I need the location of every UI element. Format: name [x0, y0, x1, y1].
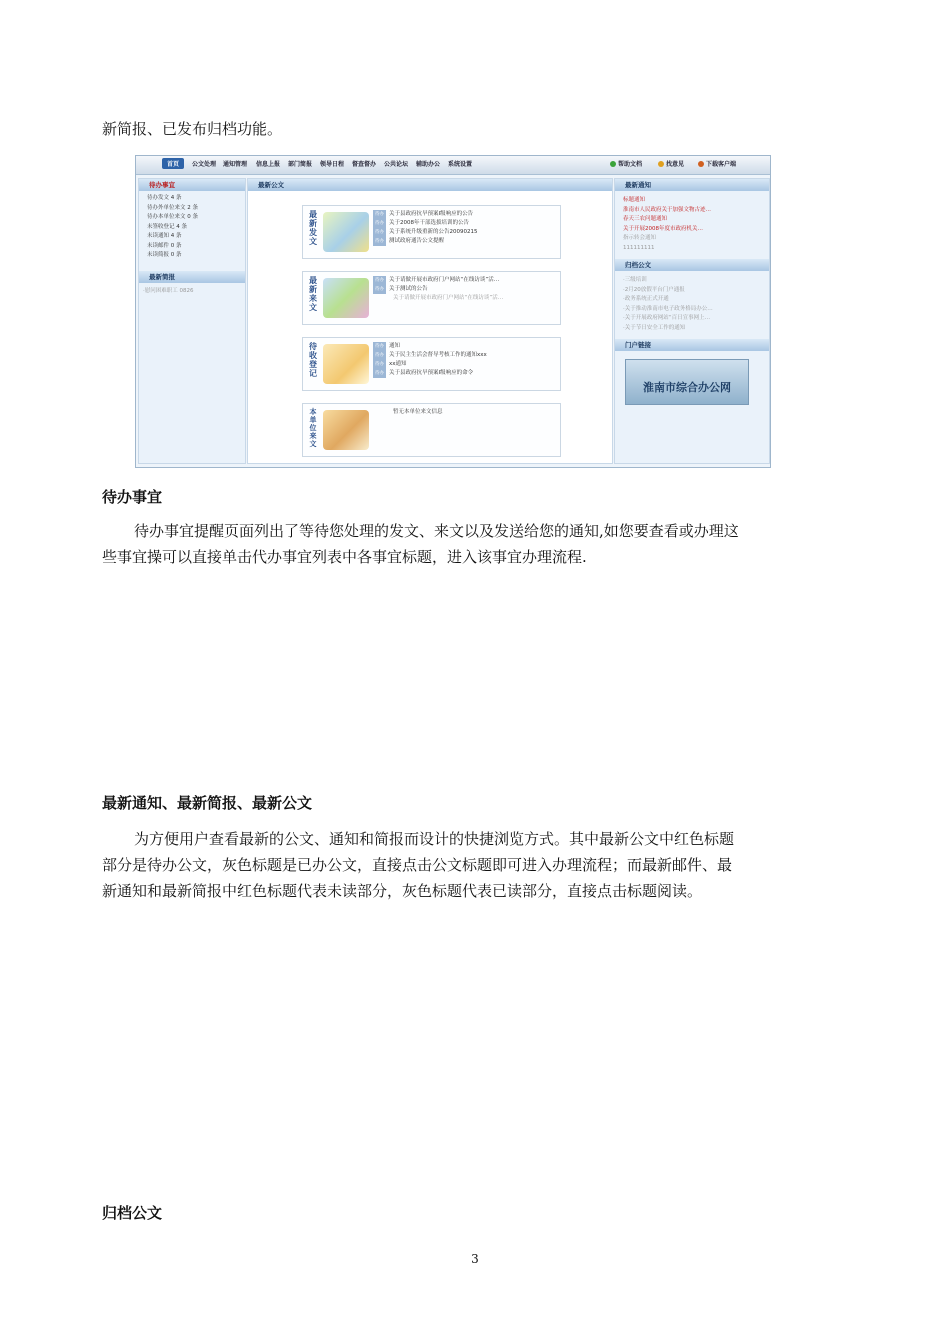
intro-line: 新简报、已发布归档功能。 [102, 120, 283, 138]
archive-item[interactable]: ·三级培训 [623, 277, 647, 283]
download-label: 下载客户端 [706, 161, 737, 168]
doc-title: xx通知 [389, 361, 407, 367]
portal-panel-title: 门户链接 [615, 339, 769, 351]
doc-item[interactable] [373, 342, 487, 351]
todo-item[interactable]: 待办外单位来文 2 条 [147, 204, 198, 211]
portal-banner-link[interactable]: 淮南市综合办公网 [625, 359, 749, 405]
todo-panel-title: 待办事宜 [139, 179, 245, 191]
archive-item[interactable]: ·关于节日安全工作的通知 [623, 324, 686, 331]
section-heading-archive: 归档公文 [102, 1204, 163, 1222]
center-column [247, 178, 613, 464]
doc-item[interactable] [373, 210, 478, 219]
latest-outgoing-block [302, 205, 561, 259]
doc-item[interactable] [373, 285, 503, 294]
register-icon [323, 344, 369, 384]
pending-register-block [302, 337, 561, 391]
doc-title: 测试政府通告公文提醒 [389, 238, 445, 244]
nav-tab-schedule[interactable]: 领导日程 [320, 161, 345, 168]
nav-tab-dept-brief[interactable]: 部门简报 [288, 161, 313, 168]
todo-tag: 待办 [375, 212, 384, 217]
doc-title: 关于县政府抗旱预案Ⅰ级响应的命令 [389, 370, 474, 376]
archive-item[interactable]: ·政务系统正式开通 [623, 296, 669, 302]
right-column [614, 178, 770, 464]
doc-title: 关于系统升级重新的公告20090215 [389, 229, 478, 235]
doc-item[interactable] [373, 276, 503, 285]
help-link[interactable] [610, 159, 642, 168]
unit-incoming-block [302, 403, 561, 457]
doc-title: 暂无本单位来文信息 [393, 409, 443, 415]
doc-item[interactable] [373, 237, 478, 246]
incoming-doc-icon [323, 278, 369, 318]
download-link[interactable] [698, 159, 736, 168]
section-latest-para-line3: 新通知和最新简报中红色标题代表未读部分，灰色标题代表已读部分，直接点击标题阅读。 [102, 882, 703, 900]
section-latest-para-line1: 为方便用户查看最新的公文、通知和简报而设计的快捷浏览方式。其中最新公文中红色标题 [134, 830, 735, 848]
todo-tag: 待办 [375, 230, 384, 235]
brief-panel-title: 最新简报 [139, 271, 245, 283]
todo-item[interactable]: 待办发文 4 条 [147, 195, 182, 201]
feedback-icon [658, 161, 664, 167]
todo-item[interactable]: 未读简报 0 条 [147, 252, 182, 258]
feedback-label: 找意见 [666, 161, 685, 168]
doc-item[interactable] [373, 360, 487, 369]
page-number: 3 [471, 1252, 479, 1266]
doc-title: 关于民主生活会督导考核工作的通知xxx [389, 352, 487, 358]
todo-tag: 待办 [375, 278, 384, 283]
left-column [138, 178, 246, 464]
doc-item[interactable] [373, 294, 503, 303]
block-label: 最新发文 [309, 210, 317, 246]
todo-tag: 待办 [375, 221, 384, 226]
block-label: 最新来文 [309, 276, 317, 312]
doc-title: 通知 [389, 343, 401, 349]
todo-item[interactable]: 待办本单位来文 0 条 [147, 214, 198, 220]
doc-item[interactable] [373, 369, 487, 378]
notice-item[interactable]: 淮南市人民政府关于加强文物古迹… [623, 206, 712, 213]
todo-item[interactable]: 未签收登记 4 条 [147, 223, 187, 230]
notice-item[interactable]: 春天三农问题通知 [623, 216, 668, 222]
section-todo-para-line1: 待办事宜提醒页面列出了等待您处理的发文、来文以及发送给您的通知,如您要查看或办理这 [134, 522, 739, 540]
section-heading-latest: 最新通知、最新简报、最新公文 [102, 794, 313, 812]
todo-tag: 待办 [375, 362, 384, 367]
notice-panel-title: 最新通知 [615, 179, 769, 191]
section-heading-todo: 待办事宜 [102, 488, 163, 506]
todo-item[interactable]: 未读邮件 0 条 [147, 242, 182, 249]
doc-item[interactable] [373, 219, 478, 228]
outgoing-doc-icon [323, 212, 369, 252]
block-label: 待收登记 [309, 342, 317, 378]
doc-item[interactable] [373, 351, 487, 360]
archive-item[interactable]: ·关于推动淮南市电子政务格局办公… [623, 305, 713, 312]
todo-item[interactable]: 未读通知 4 条 [147, 233, 182, 239]
nav-tab-assist[interactable]: 辅助办公 [416, 161, 441, 168]
help-icon [610, 161, 616, 167]
notice-item[interactable]: 指示转会通知 [623, 235, 657, 241]
feedback-link[interactable] [658, 159, 684, 168]
nav-tab-report[interactable]: 信息上报 [256, 161, 281, 168]
doc-title: 关于县政府抗旱预案Ⅰ级响应的公告 [389, 211, 474, 217]
block-label: 本单位来文 [309, 408, 317, 448]
todo-tag: 待办 [375, 353, 384, 358]
archive-panel-title: 归档公文 [615, 259, 769, 271]
todo-tag: 待办 [375, 239, 384, 244]
doc-item[interactable] [373, 228, 478, 237]
todo-tag: 待办 [375, 344, 384, 349]
unit-folder-icon [323, 410, 369, 450]
nav-tab-supervise[interactable]: 督查督办 [352, 161, 377, 168]
section-todo-para-line2: 些事宜操可以直接单击代办事宜列表中各事宜标题，进入该事宜办理流程. [102, 548, 587, 566]
section-latest-para-line2: 部分是待办公文，灰色标题是已办公文，直接点击公文标题即可进入办理流程；而最新邮件、最 [102, 856, 733, 874]
help-label: 帮助文档 [618, 161, 643, 168]
doc-item[interactable] [373, 408, 443, 417]
oa-portal-screenshot [135, 155, 771, 468]
brief-item[interactable]: ·慰问困难职工 0826 [143, 287, 194, 294]
nav-tab-docs[interactable]: 公文处理 [192, 161, 217, 168]
notice-item[interactable]: 标题通知 [623, 197, 646, 203]
archive-item[interactable]: ·关于开展政府网站“百日宣事网上… [623, 315, 711, 321]
todo-tag: 待办 [375, 287, 384, 292]
doc-title: 关于2008年干部选拔培训的公告 [389, 220, 469, 226]
latest-docs-title: 最新公文 [248, 179, 612, 191]
download-icon [698, 161, 704, 167]
doc-title: 关于测试的公告 [389, 286, 428, 292]
doc-title: 关于请做开展市政府门户网站“在线访谈”活… [393, 295, 504, 301]
nav-tab-notice[interactable]: 通知管理 [223, 161, 248, 168]
nav-tab-settings[interactable]: 系统设置 [448, 161, 473, 168]
doc-title: 关于请做开展市政府门户网站“在线访谈”活… [389, 277, 500, 283]
archive-item[interactable]: ·2月20放假平台门户通报 [623, 286, 685, 293]
notice-item[interactable]: 111111111 [623, 244, 655, 251]
latest-incoming-block [302, 271, 561, 325]
todo-tag: 待办 [375, 371, 384, 376]
nav-tab-home[interactable]: 首页 [162, 158, 184, 169]
nav-tab-forum[interactable]: 公共论坛 [384, 161, 409, 168]
top-nav [136, 156, 770, 175]
notice-item[interactable]: 关于开展2008年度市政府机关… [623, 225, 703, 232]
